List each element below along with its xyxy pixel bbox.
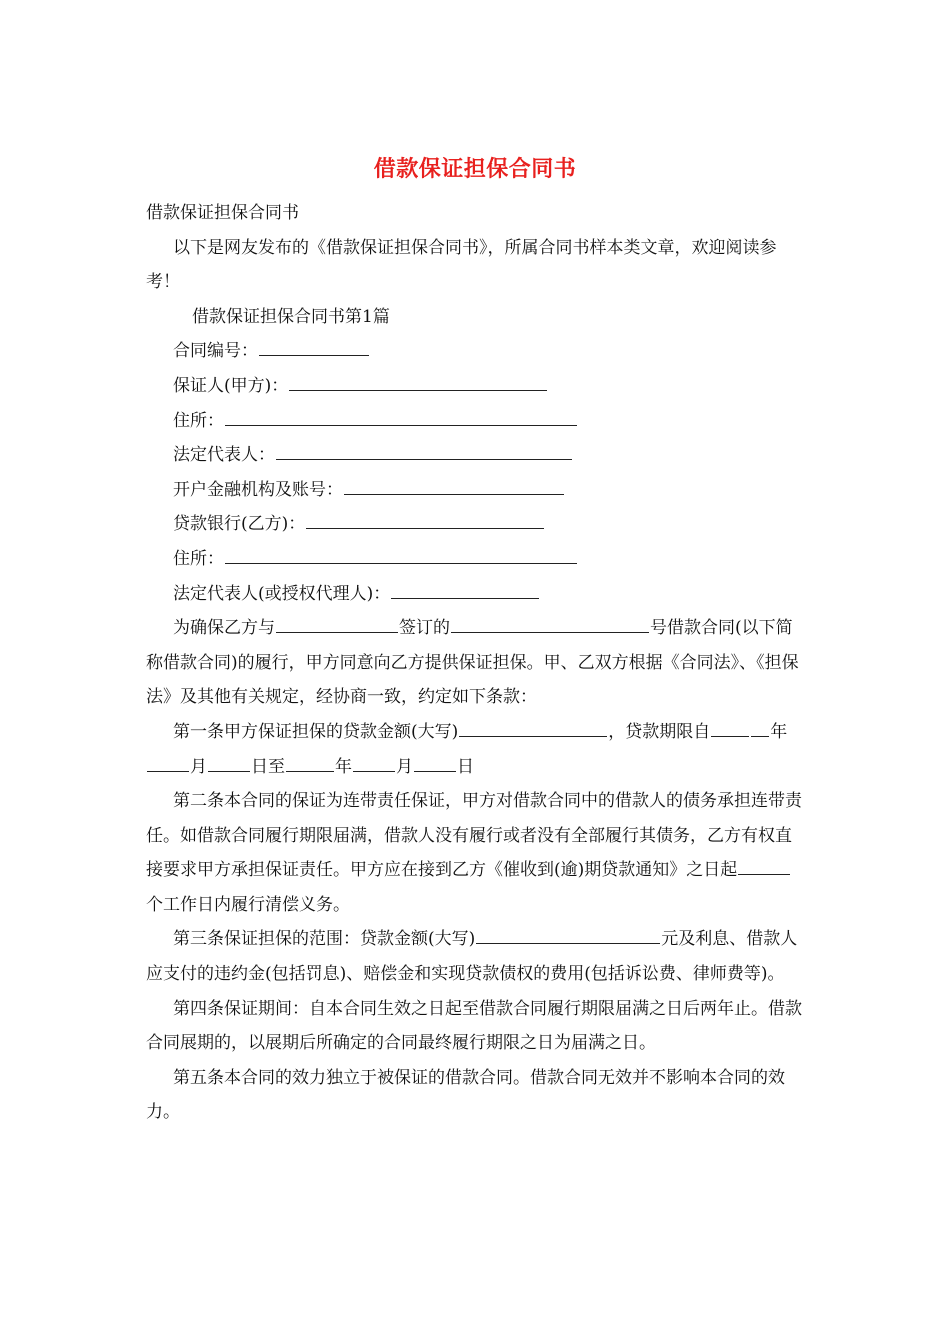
- article-5: 第五条本合同的效力独立于被保证的借款合同。借款合同无效并不影响本合同的效力。: [146, 1067, 785, 1123]
- article-text: 月: [396, 756, 413, 777]
- fill-blank: [208, 770, 250, 772]
- preamble-text: 签订的: [399, 618, 450, 639]
- document-body: [146, 196, 808, 1130]
- fill-blank: [751, 735, 769, 737]
- article-4: 第四条保证期间：自本合同生效之日起至借款合同履行期限届满之日后两年止。借款合同展期的，以展期后所确定的合同最终履行期限之日为届满之日。: [146, 998, 802, 1054]
- fill-blank: [289, 389, 547, 391]
- field-guarantor: [146, 369, 808, 404]
- field-contract-no: [146, 334, 808, 369]
- fill-blank: [276, 631, 398, 633]
- field-guarantor-address: [146, 404, 808, 439]
- article-text: 日: [457, 756, 474, 777]
- fill-blank: [306, 527, 544, 529]
- preamble-text: 为确保乙方与: [173, 618, 275, 639]
- article-text: 第一条甲方保证担保的贷款金额(大写): [173, 721, 459, 742]
- fill-blank: [147, 770, 189, 772]
- article-text: ，贷款期限自: [608, 721, 711, 742]
- article-text: 日至: [251, 756, 285, 777]
- intro-paragraph: 以下是网友发布的《借款保证担保合同书》，所属合同书样本类文章，欢迎阅读参考！: [146, 237, 777, 293]
- fill-blank: [414, 770, 456, 772]
- document-subtitle: 借款保证担保合同书: [146, 203, 299, 223]
- article-text: 年: [770, 721, 788, 742]
- field-bank-account: [146, 473, 808, 508]
- fill-blank: [344, 493, 564, 495]
- field-lender: [146, 507, 808, 542]
- fill-blank: [286, 770, 334, 772]
- fill-blank: [711, 735, 749, 737]
- field-lender-address: [146, 542, 808, 577]
- article-text: 年: [335, 756, 352, 777]
- section-heading: 借款保证担保合同书第1篇: [192, 306, 390, 327]
- document-title: 借款保证担保合同书: [373, 156, 577, 182]
- fill-blank: [738, 873, 790, 875]
- preamble-paragraph: [146, 611, 808, 715]
- article-1: [146, 715, 808, 784]
- fill-blank: [225, 562, 577, 564]
- article-2: [146, 784, 808, 922]
- fill-blank: [225, 424, 577, 426]
- field-label: 合同编号：: [173, 341, 258, 362]
- article-text: 第三条保证担保的范围：贷款金额(大写): [173, 929, 476, 950]
- field-lender-rep: [146, 577, 808, 612]
- field-label: 住所：: [173, 410, 224, 431]
- field-label: 住所：: [173, 548, 224, 569]
- fill-blank: [476, 942, 660, 944]
- field-guarantor-rep: [146, 438, 808, 473]
- field-label: 法定代表人(或授权代理人)：: [173, 583, 391, 604]
- fill-blank: [391, 597, 539, 599]
- article-text: 第二条本合同的保证为连带责任保证，甲方对借款合同中的借款人的债务承担连带责任。如借款合同履行期限届满，借款人没有履行或者没有全部履行其债务，乙方有权直接要求甲方承担保证责任。甲方应在接到乙方《催收到(逾)期贷款通知》之日起: [146, 791, 802, 881]
- fill-blank: [276, 458, 572, 460]
- field-label: 开户金融机构及账号：: [173, 479, 343, 500]
- field-label: 法定代表人：: [173, 445, 275, 466]
- fill-blank: [451, 631, 649, 633]
- fill-blank: [259, 354, 369, 356]
- fill-blank: [353, 770, 395, 772]
- field-label: 贷款银行(乙方)：: [173, 514, 306, 535]
- article-3: [146, 922, 808, 991]
- article-text: 月: [190, 756, 207, 777]
- field-label: 保证人(甲方)：: [173, 375, 289, 396]
- preamble-text: 号借款合同(以下简称借款合同)的履行，甲方同意向乙方提供保证担保。甲、乙双方根据《合同法》、《担保法》及其他有关规定，经协商一致，约定如下条款：: [146, 618, 799, 708]
- article-text: 元及利息、借款人应支付的违约金(包括罚息)、赔偿金和实现贷款债权的费用(包括诉讼费、律师费等)。: [146, 929, 798, 985]
- fill-blank: [459, 735, 607, 737]
- article-text: 个工作日内履行清偿义务。: [146, 894, 350, 915]
